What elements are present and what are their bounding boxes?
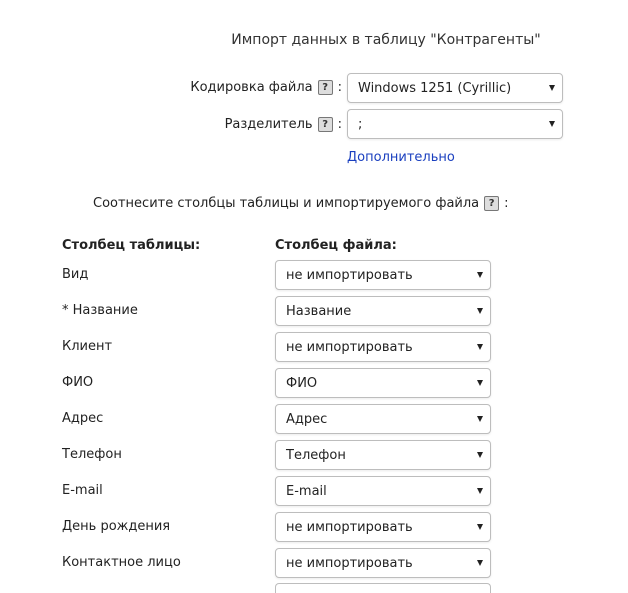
encoding-label: Кодировка файла (190, 80, 313, 95)
mapping-label: Телефон (62, 447, 122, 462)
mapping-value: Телефон (286, 447, 346, 463)
instruction-text: Соотнесите столбцы таблицы и импортируемого файла (93, 196, 480, 211)
file-column-header: Столбец файла: (275, 238, 397, 253)
delimiter-select[interactable] (347, 109, 563, 139)
mapping-value: не импортировать (286, 339, 413, 355)
delimiter-label-group (225, 117, 342, 132)
mapping-select[interactable] (275, 260, 491, 290)
mapping-value: E-mail (286, 483, 327, 499)
delimiter-colon: : (337, 117, 342, 132)
chevron-down-icon (477, 452, 483, 458)
chevron-down-icon (549, 85, 555, 91)
mapping-value: не импортировать (286, 267, 413, 283)
mapping-label: Адрес (62, 411, 104, 426)
chevron-down-icon (477, 380, 483, 386)
chevron-down-icon (477, 308, 483, 314)
encoding-value: Windows 1251 (Cyrillic) (358, 80, 512, 96)
chevron-down-icon (477, 524, 483, 530)
mapping-select-partial[interactable] (275, 583, 491, 593)
chevron-down-icon (477, 488, 483, 494)
mapping-select[interactable] (275, 368, 491, 398)
mapping-label: * Название (62, 303, 138, 318)
chevron-down-icon (477, 560, 483, 566)
mapping-select[interactable] (275, 512, 491, 542)
delimiter-label: Разделитель (224, 117, 313, 132)
chevron-down-icon (477, 416, 483, 422)
help-icon[interactable]: ? (484, 196, 499, 211)
mapping-label: День рождения (62, 519, 171, 534)
mapping-value: Название (286, 303, 352, 319)
chevron-down-icon (477, 344, 483, 350)
help-icon[interactable]: ? (318, 117, 333, 132)
mapping-value: не импортировать (286, 555, 413, 571)
mapping-value: не импортировать (286, 519, 413, 535)
mapping-label: Вид (62, 267, 89, 282)
encoding-colon: : (337, 80, 342, 95)
table-column-header: Столбец таблицы: (62, 238, 201, 253)
advanced-link[interactable]: Дополнительно (347, 150, 455, 165)
chevron-down-icon (549, 121, 555, 127)
mapping-select[interactable] (275, 404, 491, 434)
mapping-value: ФИО (286, 375, 318, 391)
mapping-instruction (93, 196, 509, 211)
page-title: Импорт данных в таблицу "Контрагенты" (231, 32, 541, 48)
encoding-select[interactable] (347, 73, 563, 103)
mapping-select[interactable] (275, 440, 491, 470)
mapping-label: Клиент (62, 339, 113, 354)
mapping-select[interactable] (275, 332, 491, 362)
mapping-label: ФИО (62, 375, 94, 390)
mapping-select[interactable] (275, 296, 491, 326)
instruction-colon: : (504, 196, 509, 211)
chevron-down-icon (477, 272, 483, 278)
mapping-select[interactable] (275, 476, 491, 506)
help-icon[interactable]: ? (318, 80, 333, 95)
mapping-value: Адрес (286, 411, 328, 427)
mapping-label: Контактное лицо (62, 555, 181, 570)
delimiter-value: ; (358, 116, 363, 132)
mapping-select[interactable] (275, 548, 491, 578)
mapping-label: E-mail (62, 483, 103, 498)
encoding-label-group (190, 80, 342, 95)
